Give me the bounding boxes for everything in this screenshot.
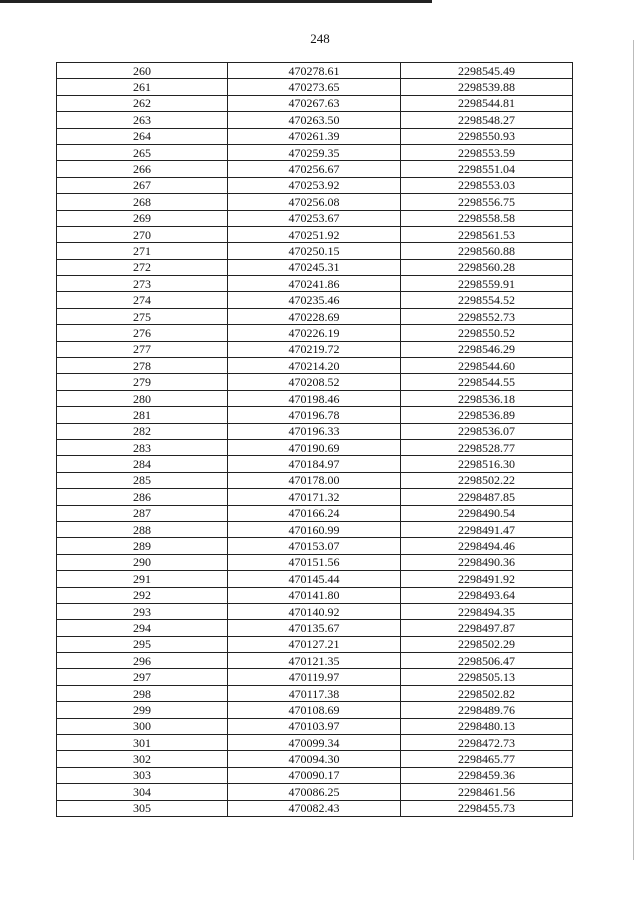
point-number-cell: 295 [57,636,228,652]
x-coordinate-cell: 470214.20 [228,358,401,374]
y-coordinate-cell: 2298554.52 [401,292,573,308]
x-coordinate-cell: 470184.97 [228,456,401,472]
x-coordinate-cell: 470190.69 [228,439,401,455]
x-coordinate-cell: 470108.69 [228,702,401,718]
x-coordinate-cell: 470208.52 [228,374,401,390]
x-coordinate-cell: 470145.44 [228,571,401,587]
point-number-cell: 273 [57,276,228,292]
x-coordinate-cell: 470273.65 [228,79,401,95]
table-row [57,800,573,816]
y-coordinate-cell: 2298502.82 [401,685,573,701]
table-row [57,685,573,701]
x-coordinate-cell: 470256.67 [228,161,401,177]
point-number-cell: 276 [57,325,228,341]
y-coordinate-cell: 2298560.88 [401,243,573,259]
point-number-cell: 275 [57,308,228,324]
x-coordinate-cell: 470228.69 [228,308,401,324]
y-coordinate-cell: 2298548.27 [401,112,573,128]
x-coordinate-cell: 470278.61 [228,63,401,79]
y-coordinate-cell: 2298559.91 [401,276,573,292]
table-row [57,653,573,669]
table-row [57,161,573,177]
point-number-cell: 260 [57,63,228,79]
point-number-cell: 269 [57,210,228,226]
point-number-cell: 271 [57,243,228,259]
table-row [57,489,573,505]
x-coordinate-cell: 470226.19 [228,325,401,341]
table-row [57,210,573,226]
y-coordinate-cell: 2298550.93 [401,128,573,144]
point-number-cell: 278 [57,358,228,374]
table-row [57,79,573,95]
table-row [57,620,573,636]
point-number-cell: 305 [57,800,228,816]
table-row [57,636,573,652]
point-number-cell: 261 [57,79,228,95]
table-row [57,177,573,193]
table-row [57,128,573,144]
y-coordinate-cell: 2298502.29 [401,636,573,652]
y-coordinate-cell: 2298536.89 [401,407,573,423]
table-row [57,95,573,111]
y-coordinate-cell: 2298552.73 [401,308,573,324]
table-row [57,243,573,259]
y-coordinate-cell: 2298553.03 [401,177,573,193]
y-coordinate-cell: 2298502.22 [401,472,573,488]
y-coordinate-cell: 2298545.49 [401,63,573,79]
y-coordinate-cell: 2298544.55 [401,374,573,390]
x-coordinate-cell: 470178.00 [228,472,401,488]
y-coordinate-cell: 2298536.07 [401,423,573,439]
y-coordinate-cell: 2298516.30 [401,456,573,472]
y-coordinate-cell: 2298506.47 [401,653,573,669]
y-coordinate-cell: 2298465.77 [401,751,573,767]
point-number-cell: 267 [57,177,228,193]
table-row [57,226,573,242]
point-number-cell: 272 [57,259,228,275]
x-coordinate-cell: 470196.33 [228,423,401,439]
y-coordinate-cell: 2298480.13 [401,718,573,734]
y-coordinate-cell: 2298487.85 [401,489,573,505]
x-coordinate-cell: 470250.15 [228,243,401,259]
table-row [57,439,573,455]
x-coordinate-cell: 470082.43 [228,800,401,816]
table-row [57,423,573,439]
point-number-cell: 279 [57,374,228,390]
table-row [57,718,573,734]
table-row [57,63,573,79]
point-number-cell: 291 [57,571,228,587]
table-row [57,358,573,374]
point-number-cell: 294 [57,620,228,636]
x-coordinate-cell: 470259.35 [228,144,401,160]
x-coordinate-cell: 470256.08 [228,194,401,210]
y-coordinate-cell: 2298550.52 [401,325,573,341]
x-coordinate-cell: 470090.17 [228,767,401,783]
table-row [57,292,573,308]
x-coordinate-cell: 470099.34 [228,735,401,751]
point-number-cell: 284 [57,456,228,472]
table-row [57,194,573,210]
y-coordinate-cell: 2298544.81 [401,95,573,111]
y-coordinate-cell: 2298459.36 [401,767,573,783]
table-row [57,308,573,324]
y-coordinate-cell: 2298491.92 [401,571,573,587]
point-number-cell: 287 [57,505,228,521]
point-number-cell: 303 [57,767,228,783]
table-row [57,112,573,128]
point-number-cell: 292 [57,587,228,603]
y-coordinate-cell: 2298551.04 [401,161,573,177]
x-coordinate-cell: 470267.63 [228,95,401,111]
point-number-cell: 304 [57,784,228,800]
table-row [57,390,573,406]
point-number-cell: 283 [57,439,228,455]
y-coordinate-cell: 2298461.56 [401,784,573,800]
point-number-cell: 301 [57,735,228,751]
table-row [57,751,573,767]
x-coordinate-cell: 470153.07 [228,538,401,554]
y-coordinate-cell: 2298489.76 [401,702,573,718]
y-coordinate-cell: 2298490.36 [401,554,573,570]
page-number: 248 [310,31,330,46]
table-row [57,407,573,423]
x-coordinate-cell: 470196.78 [228,407,401,423]
x-coordinate-cell: 470241.86 [228,276,401,292]
y-coordinate-cell: 2298553.59 [401,144,573,160]
table-row [57,603,573,619]
y-coordinate-cell: 2298536.18 [401,390,573,406]
table-row [57,144,573,160]
table-row [57,538,573,554]
point-number-cell: 296 [57,653,228,669]
table-row [57,374,573,390]
x-coordinate-cell: 470141.80 [228,587,401,603]
table-row [57,784,573,800]
y-coordinate-cell: 2298528.77 [401,439,573,455]
point-number-cell: 270 [57,226,228,242]
point-number-cell: 300 [57,718,228,734]
x-coordinate-cell: 470094.30 [228,751,401,767]
table-row [57,325,573,341]
top-rule [0,0,432,3]
table-row [57,587,573,603]
point-number-cell: 266 [57,161,228,177]
x-coordinate-cell: 470140.92 [228,603,401,619]
y-coordinate-cell: 2298539.88 [401,79,573,95]
point-number-cell: 280 [57,390,228,406]
table-row [57,571,573,587]
x-coordinate-cell: 470117.38 [228,685,401,701]
page-edge-line [633,40,634,860]
coordinates-table-body [57,63,573,817]
y-coordinate-cell: 2298494.46 [401,538,573,554]
table-row [57,735,573,751]
table-row [57,521,573,537]
x-coordinate-cell: 470171.32 [228,489,401,505]
y-coordinate-cell: 2298455.73 [401,800,573,816]
y-coordinate-cell: 2298472.73 [401,735,573,751]
table-row [57,669,573,685]
point-number-cell: 262 [57,95,228,111]
x-coordinate-cell: 470086.25 [228,784,401,800]
x-coordinate-cell: 470121.35 [228,653,401,669]
table-row [57,505,573,521]
y-coordinate-cell: 2298560.28 [401,259,573,275]
point-number-cell: 264 [57,128,228,144]
point-number-cell: 265 [57,144,228,160]
point-number-cell: 288 [57,521,228,537]
point-number-cell: 263 [57,112,228,128]
point-number-cell: 298 [57,685,228,701]
table-row [57,276,573,292]
y-coordinate-cell: 2298490.54 [401,505,573,521]
x-coordinate-cell: 470253.92 [228,177,401,193]
point-number-cell: 274 [57,292,228,308]
point-number-cell: 297 [57,669,228,685]
x-coordinate-cell: 470127.21 [228,636,401,652]
y-coordinate-cell: 2298494.35 [401,603,573,619]
point-number-cell: 282 [57,423,228,439]
table-row [57,456,573,472]
y-coordinate-cell: 2298561.53 [401,226,573,242]
y-coordinate-cell: 2298493.64 [401,587,573,603]
y-coordinate-cell: 2298491.47 [401,521,573,537]
y-coordinate-cell: 2298556.75 [401,194,573,210]
x-coordinate-cell: 470119.97 [228,669,401,685]
x-coordinate-cell: 470166.24 [228,505,401,521]
point-number-cell: 290 [57,554,228,570]
x-coordinate-cell: 470251.92 [228,226,401,242]
point-number-cell: 289 [57,538,228,554]
x-coordinate-cell: 470245.31 [228,259,401,275]
x-coordinate-cell: 470135.67 [228,620,401,636]
x-coordinate-cell: 470235.46 [228,292,401,308]
table-row [57,702,573,718]
point-number-cell: 286 [57,489,228,505]
table-row [57,472,573,488]
point-number-cell: 268 [57,194,228,210]
x-coordinate-cell: 470219.72 [228,341,401,357]
table-row [57,767,573,783]
x-coordinate-cell: 470261.39 [228,128,401,144]
point-number-cell: 302 [57,751,228,767]
x-coordinate-cell: 470263.50 [228,112,401,128]
x-coordinate-cell: 470198.46 [228,390,401,406]
y-coordinate-cell: 2298497.87 [401,620,573,636]
table-row [57,341,573,357]
x-coordinate-cell: 470253.67 [228,210,401,226]
x-coordinate-cell: 470151.56 [228,554,401,570]
y-coordinate-cell: 2298505.13 [401,669,573,685]
y-coordinate-cell: 2298544.60 [401,358,573,374]
x-coordinate-cell: 470103.97 [228,718,401,734]
y-coordinate-cell: 2298558.58 [401,210,573,226]
x-coordinate-cell: 470160.99 [228,521,401,537]
table-row [57,259,573,275]
point-number-cell: 293 [57,603,228,619]
y-coordinate-cell: 2298546.29 [401,341,573,357]
coordinates-table [56,62,573,817]
point-number-cell: 285 [57,472,228,488]
point-number-cell: 277 [57,341,228,357]
point-number-cell: 299 [57,702,228,718]
table-row [57,554,573,570]
point-number-cell: 281 [57,407,228,423]
